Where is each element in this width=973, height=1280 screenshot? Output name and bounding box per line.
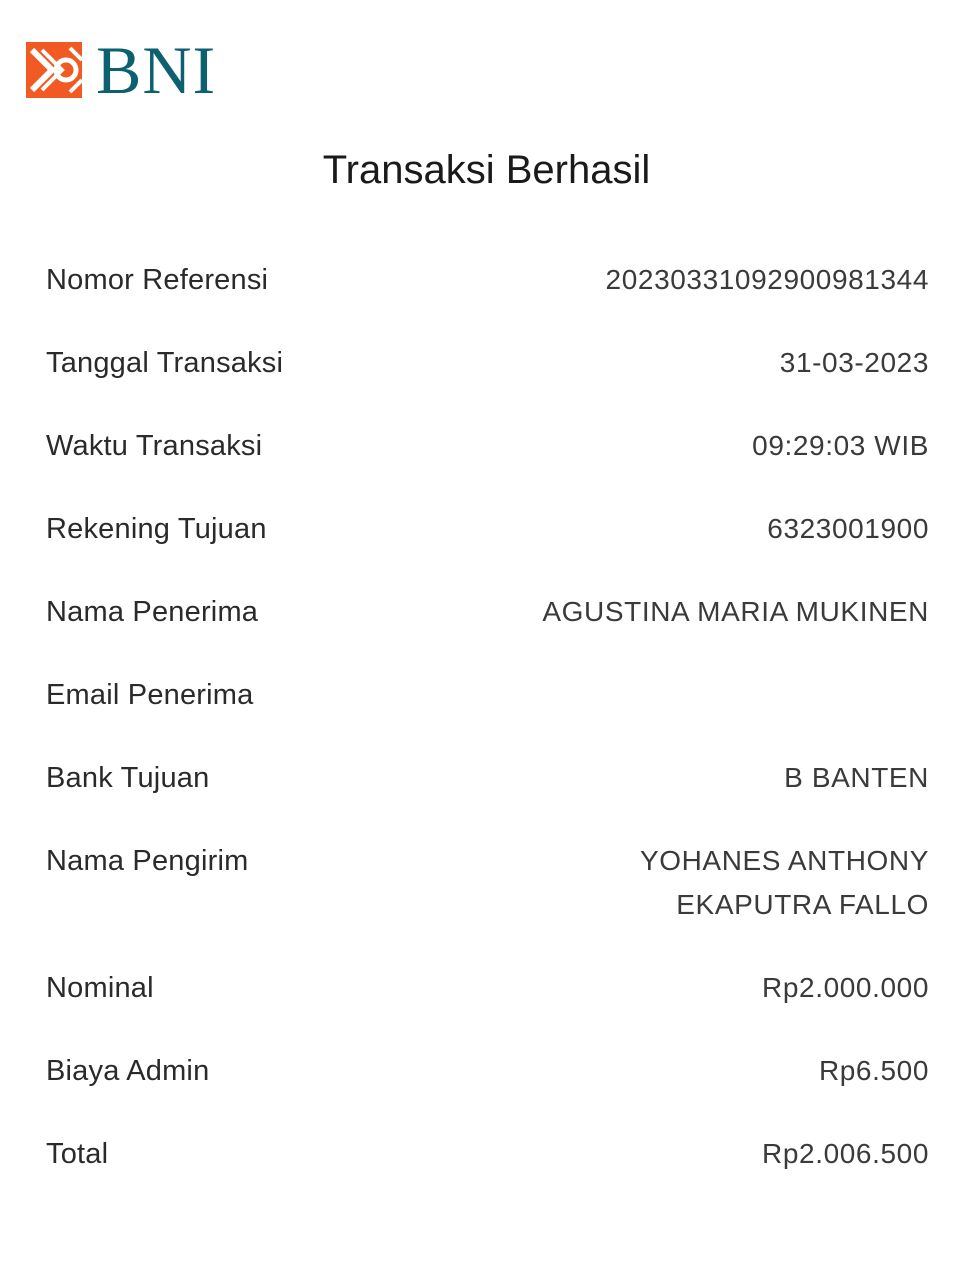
detail-label: Nomor Referensi [46,264,269,296]
detail-row-recipient-name [46,584,929,667]
detail-label: Nama Penerima [46,596,259,628]
detail-value: B BANTEN [784,762,929,793]
detail-value: Rp2.006.500 [762,1138,929,1169]
detail-label: Rekening Tujuan [46,513,267,545]
detail-row-admin-fee [46,1043,929,1126]
detail-value: 20230331092900981344 [605,264,929,295]
detail-label: Nama Pengirim [46,845,249,877]
transaction-details [46,252,929,1209]
detail-label: Bank Tujuan [46,762,210,794]
detail-row-transaction-date [46,335,929,418]
detail-row-total [46,1126,929,1209]
detail-value: 6323001900 [767,513,929,544]
detail-row-destination-bank [46,750,929,833]
detail-value: Rp6.500 [818,1055,929,1086]
detail-value-line: EKAPUTRA FALLO [676,889,929,920]
detail-label: Email Penerima [46,679,254,711]
detail-row-recipient-email [46,667,929,750]
detail-label: Total [46,1138,109,1170]
detail-row-nominal [46,960,929,1043]
detail-value: 31-03-2023 [779,347,929,378]
detail-value-line: YOHANES ANTHONY [639,845,929,876]
detail-row-reference-number [46,252,929,335]
detail-value: AGUSTINA MARIA MUKINEN [542,596,929,627]
detail-label: Waktu Transaksi [46,430,263,462]
page-title: Transaksi Berhasil [322,148,651,192]
detail-value [640,833,929,927]
detail-value: 09:29:03 WIB [752,430,929,461]
detail-label: Nominal [46,972,154,1004]
bni-logo-icon [26,42,82,98]
bni-logo [26,32,217,108]
detail-label: Tanggal Transaksi [46,347,284,379]
detail-row-sender-name [46,833,929,960]
detail-row-transaction-time [46,418,929,501]
detail-row-destination-account [46,501,929,584]
detail-value: Rp2.000.000 [762,972,929,1003]
detail-label: Biaya Admin [46,1055,210,1087]
brand-name: BNI [96,32,217,108]
